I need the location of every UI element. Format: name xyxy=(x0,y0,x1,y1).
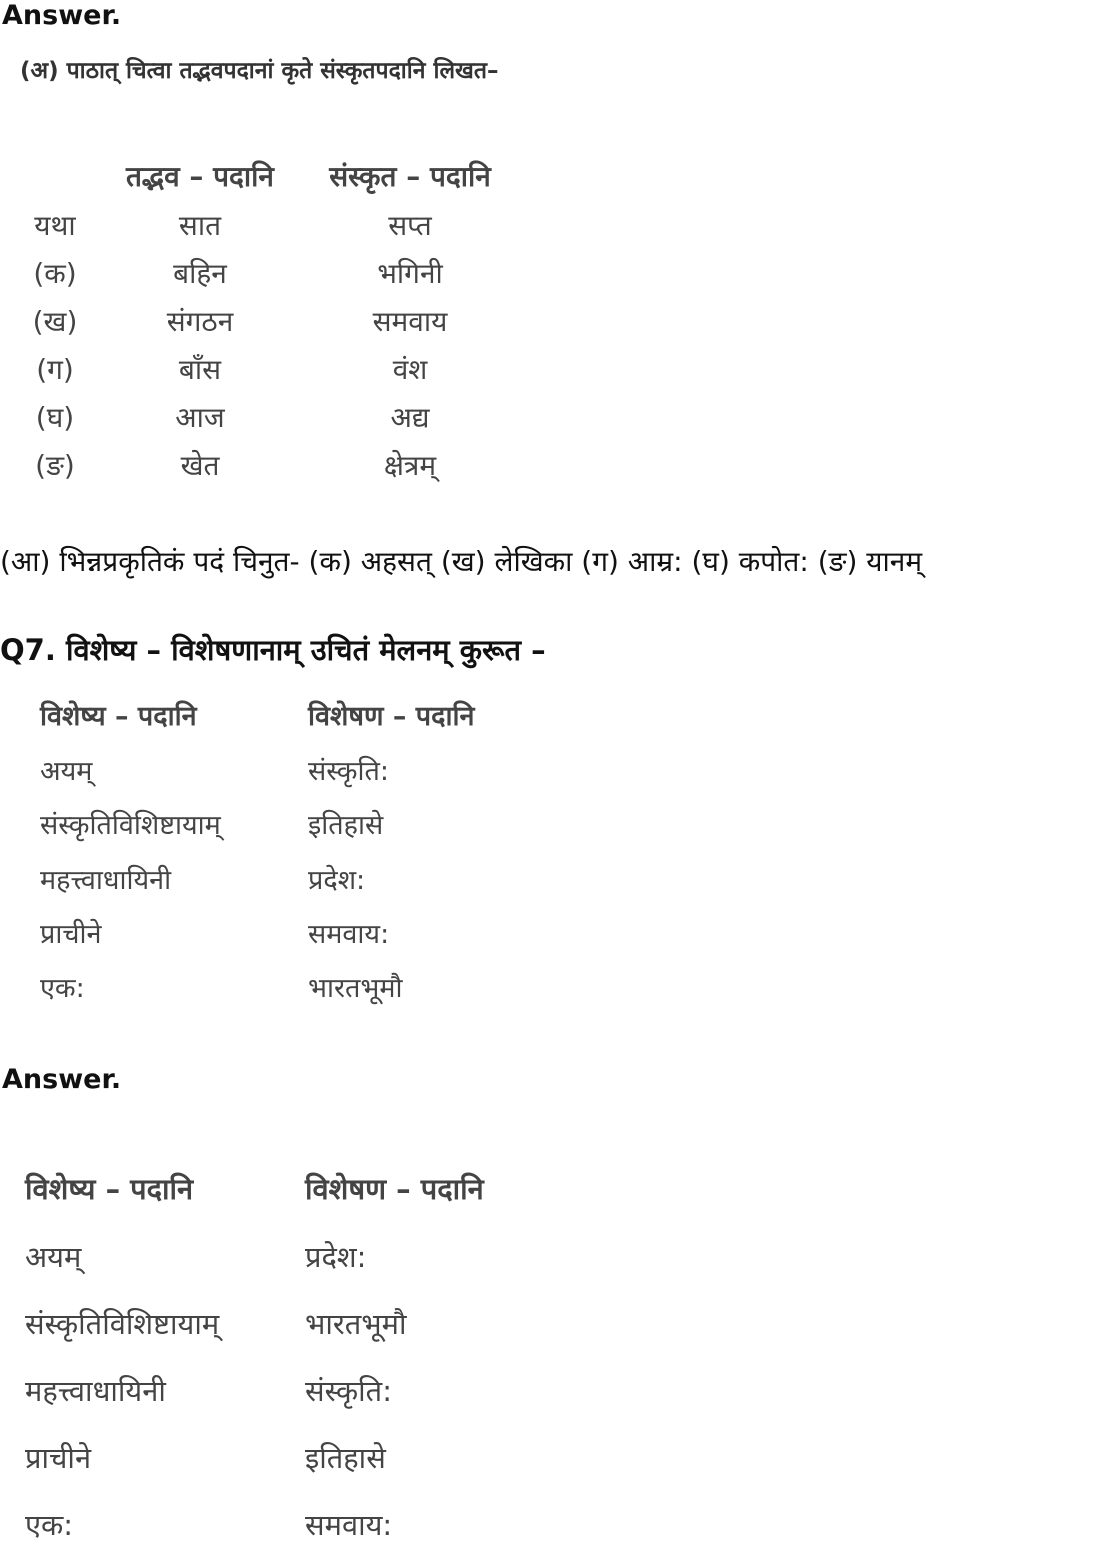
sanskrit-word: क्षेत्रम् xyxy=(383,449,437,482)
part-aa-question: (आ) भिन्नप्रकृतिकं पदं चिनुत- (क) अहसत् (ख) लेखिका (ग) आम्र: (घ) कपोत: (ङ) यानम् xyxy=(0,545,923,578)
visheshya-word: संस्कृतिविशिष्टायाम् xyxy=(25,1307,220,1341)
visheshan-word: संस्कृति: xyxy=(308,756,389,787)
table-header: संस्कृत – पदानि xyxy=(329,160,491,193)
visheshya-word: अयम् xyxy=(40,756,93,787)
sanskrit-word: सप्त xyxy=(388,209,432,242)
tadbhav-word: बाँस xyxy=(178,353,222,386)
part-a-instruction: (अ) पाठात् चित्वा तद्भवपदानां कृते संस्कृतपदानि लिखत– xyxy=(20,58,499,84)
visheshya-word: एक: xyxy=(40,973,85,1005)
answer-heading: Answer. xyxy=(2,1064,122,1095)
row-label: (घ) xyxy=(35,401,75,434)
visheshya-word: एक: xyxy=(25,1508,74,1542)
sanskrit-word: समवाय xyxy=(372,305,448,338)
visheshan-word: संस्कृति: xyxy=(305,1374,392,1408)
answer-heading: Answer. xyxy=(2,0,122,31)
table-header: विशेष्य – पदानि xyxy=(40,701,197,732)
row-label: (ङ) xyxy=(35,449,75,482)
visheshya-word: महत्त्वाधायिनी xyxy=(40,864,172,896)
tadbhav-word: बहिन xyxy=(173,257,227,290)
visheshya-word: महत्त्वाधायिनी xyxy=(25,1374,166,1408)
visheshan-word: भारतभूमौ xyxy=(308,973,403,1005)
tadbhav-word: आज xyxy=(175,401,225,434)
table-header: विशेषण – पदानि xyxy=(308,701,475,732)
table-header: विशेष्य – पदानि xyxy=(25,1172,194,1206)
q7-title: Q7. विशेष्य – विशेषणानाम् उचितं मेलनम् कुरूत – xyxy=(0,633,546,667)
row-label: (क) xyxy=(33,257,77,290)
row-label: (ख) xyxy=(32,305,78,338)
sanskrit-word: वंश xyxy=(392,353,428,386)
visheshan-word: प्रदेश: xyxy=(308,864,366,896)
visheshan-word: इतिहासे xyxy=(305,1441,386,1475)
visheshan-word: प्रदेश: xyxy=(305,1240,367,1274)
visheshan-word: भारतभूमौ xyxy=(305,1307,407,1341)
tadbhav-word: संगठन xyxy=(166,305,234,338)
visheshan-word: इतिहासे xyxy=(308,810,384,842)
sanskrit-word: अद्य xyxy=(390,401,430,434)
visheshya-word: संस्कृतिविशिष्टायाम् xyxy=(40,810,221,842)
tadbhav-word: खेत xyxy=(180,449,220,482)
row-label: (ग) xyxy=(36,353,74,386)
sanskrit-word: भगिनी xyxy=(377,257,443,290)
visheshya-word: अयम् xyxy=(25,1240,82,1274)
table-header: तद्भव – पदानि xyxy=(126,160,274,193)
visheshan-word: समवाय: xyxy=(305,1508,393,1542)
table-header: विशेषण – पदानि xyxy=(305,1172,484,1206)
visheshya-word: प्राचीने xyxy=(40,918,102,950)
visheshan-word: समवाय: xyxy=(308,918,390,950)
tadbhav-word: सात xyxy=(178,209,222,242)
row-label: यथा xyxy=(34,209,76,242)
visheshya-word: प्राचीने xyxy=(25,1441,92,1475)
